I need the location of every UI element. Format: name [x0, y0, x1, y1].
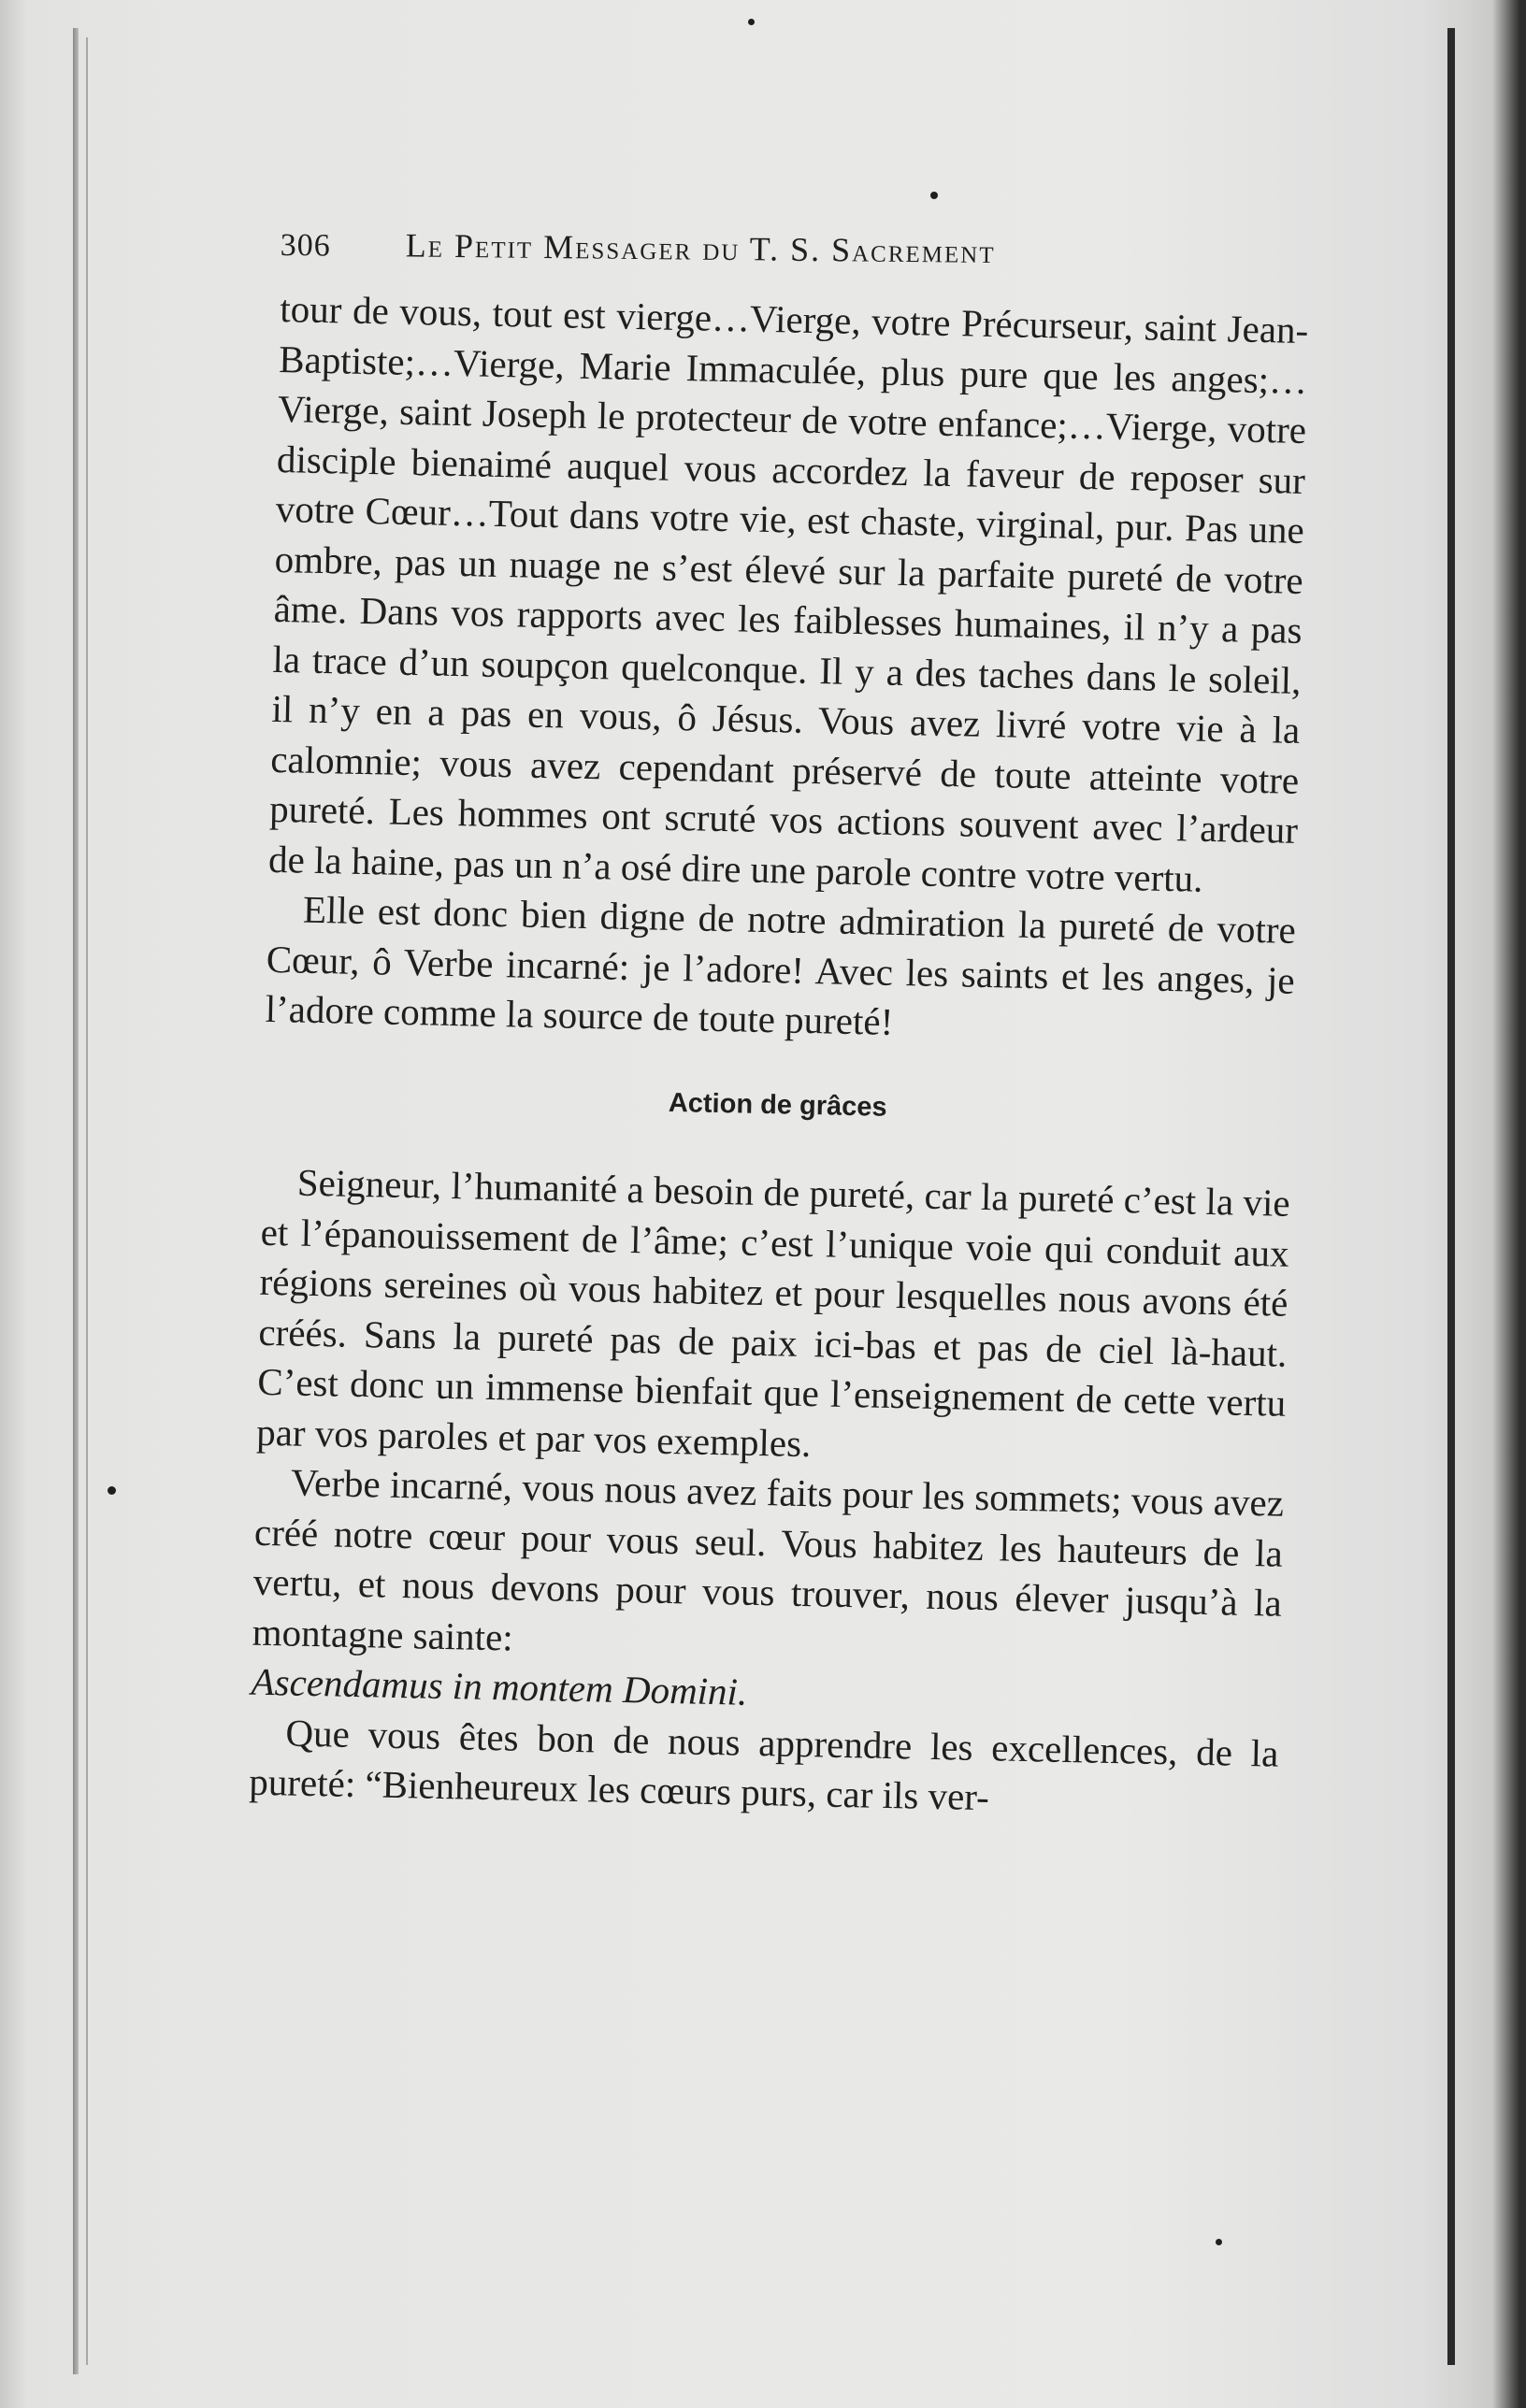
book-spine-edge — [73, 28, 79, 2374]
paragraph: Seigneur, l’humanité a besoin de pureté, car la pureté c’est la vie et l’épanouissement de l’âme; c’est l’unique voie qui conduit aux régions sereines où vous habitez et pour lesquelles nous avons été créés. Sans la pureté pas de paix ici-bas et pas de ciel là-haut. C’est donc un immense bienfait que l’enseignement de cette vertu par vos paroles et par vos exemples. — [255, 1160, 1291, 1465]
page-content — [248, 224, 1309, 1819]
page-edge-line — [86, 37, 88, 2365]
paragraph: tour de vous, tout est vierge…Vierge, votre Précurseur, saint Jean-Baptiste;…Vierge, Marie Immaculée, plus pure que les anges;…Vierge, saint Joseph le protecteur de votre enfance;…Vierge, votre disciple bienaimé auquel vous accordez la faveur de reposer sur votre Cœur…Tout dans votre vie, est chaste, virginal, pur. Pas une ombre, pas un nuage ne s’est élevé sur la parfaite pureté de votre âme. Dans vos rapports avec les faiblesses humaines, il n’y a pas la trace d’un soupçon quelconque. Il y a des taches dans le soleil, il n’y en a pas en vous, ô Jésus. Vous avez livré votre vie à la calomnie; vous avez cependant préservé de toute atteinte votre pureté. Les hommes ont scruté vos actions souvent avec l’ardeur de la haine, pas un n’a osé dire une parole contre votre vertu. — [267, 286, 1309, 900]
facing-page-strip — [1455, 0, 1526, 2408]
running-title: Le Petit Messager du T. S. Sacrement — [405, 226, 996, 271]
right-page-border — [1447, 28, 1455, 2365]
section-heading: Action de grâces — [668, 1087, 887, 1123]
speck — [748, 19, 755, 25]
latin-quote: Ascendamus in montem Domini. — [251, 1659, 748, 1713]
page-number: 306 — [280, 227, 331, 264]
speck — [108, 1486, 116, 1495]
speck — [930, 192, 938, 199]
paragraph — [251, 1457, 1284, 1728]
body-text — [249, 284, 1309, 1828]
speck — [1216, 2239, 1222, 2245]
paragraph: Elle est donc bien digne de notre admiration la pureté de votre Cœur, ô Verbe incarné: je l’adore! Avec les saints et les anges, je l’adore comme la source de toute pureté! — [265, 887, 1297, 1043]
paragraph: Que vous êtes bon de nous apprendre les excellences, de la pureté: “Bienheureux les cœurs purs, car ils ver- — [248, 1710, 1279, 1819]
paragraph-text: Verbe incarné, vous nous avez faits pour les sommets; vous avez créé notre cœur pour vous seul. Vous habitez les hauteurs de la vertu, et nous devons pour vous trouver, nous élever jusqu’à la montagne sainte: — [252, 1460, 1285, 1659]
running-header — [281, 224, 1309, 275]
